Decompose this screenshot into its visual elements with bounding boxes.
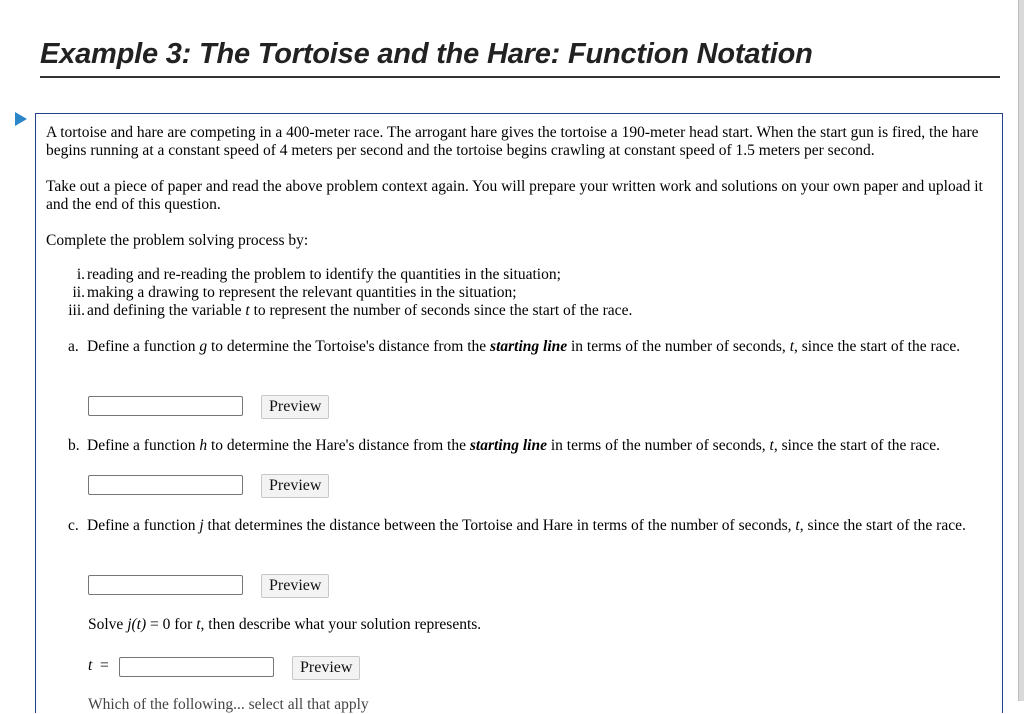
preview-button-a[interactable]: Preview [261,395,329,419]
cutoff-question-text: Which of the following... select all that apply [88,696,369,713]
question-label: a. [68,338,79,355]
step-number: ii. [72,284,85,301]
step-text: and defining the variable [87,302,246,319]
preview-button-t[interactable]: Preview [292,656,360,680]
list-item [46,284,632,302]
instructions-paragraph: Take out a piece of paper and read the above problem context again. You will prepare your written work and solutions on your own paper and upload it and the end of this question. [46,178,983,213]
t-answer-label: t [88,657,93,674]
page-title: Example 3: The Tortoise and the Hare: Function Notation [40,36,1000,78]
question-text: Define a function h to determine the Hare's distance from the starting line in terms of the number of seconds, t, since the start of the race. [87,437,940,454]
equals-sign: = [100,657,109,674]
list-item [46,302,632,320]
question-a [68,338,988,356]
step-text: to represent the number of seconds since the start of the race. [249,302,633,319]
question-label: c. [68,517,79,534]
step-text: reading and re-reading the problem to identify the quantities in the situation; [87,266,561,283]
t-answer-input[interactable] [119,657,274,677]
step-number: iii. [68,302,85,319]
process-heading: Complete the problem solving process by: [46,232,309,249]
intro-paragraph: A tortoise and hare are competing in a 400-meter race. The arrogant hare gives the tortoise a 190-meter head start. When the start gun is fired, the hare begins running at a constant speed of 4 meters per second and the tortoise begins crawling at constant speed of 1.5 meters per second. [46,124,979,159]
answer-row-a [88,396,388,420]
question-label: b. [68,437,80,454]
question-text: Define a function j that determines the distance between the Tortoise and Hare in terms of the number of seconds, t, since the start of the race. [87,517,966,534]
answer-c-input[interactable] [88,575,243,595]
t-answer-row [88,657,488,681]
solve-prompt: Solve j(t) = 0 for t, then describe what your solution represents. [88,616,482,633]
list-item [46,266,632,284]
step-text: making a drawing to represent the relevant quantities in the situation; [87,284,517,301]
step-number: i. [76,266,85,283]
answer-row-b [88,475,388,499]
answer-b-input[interactable] [88,475,243,495]
play-triangle-icon[interactable] [15,112,27,126]
question-c [68,517,988,535]
question-b [68,437,988,455]
window-scrollbar[interactable] [1018,0,1024,701]
preview-button-b[interactable]: Preview [261,474,329,498]
question-text: Define a function g to determine the Tortoise's distance from the starting line in terms of the number of seconds, t, since the start of the race. [87,338,961,355]
variable-t: t [245,302,250,319]
answer-row-c [88,575,388,599]
answer-a-input[interactable] [88,396,243,416]
preview-button-c[interactable]: Preview [261,574,329,598]
process-steps-list [46,266,632,320]
